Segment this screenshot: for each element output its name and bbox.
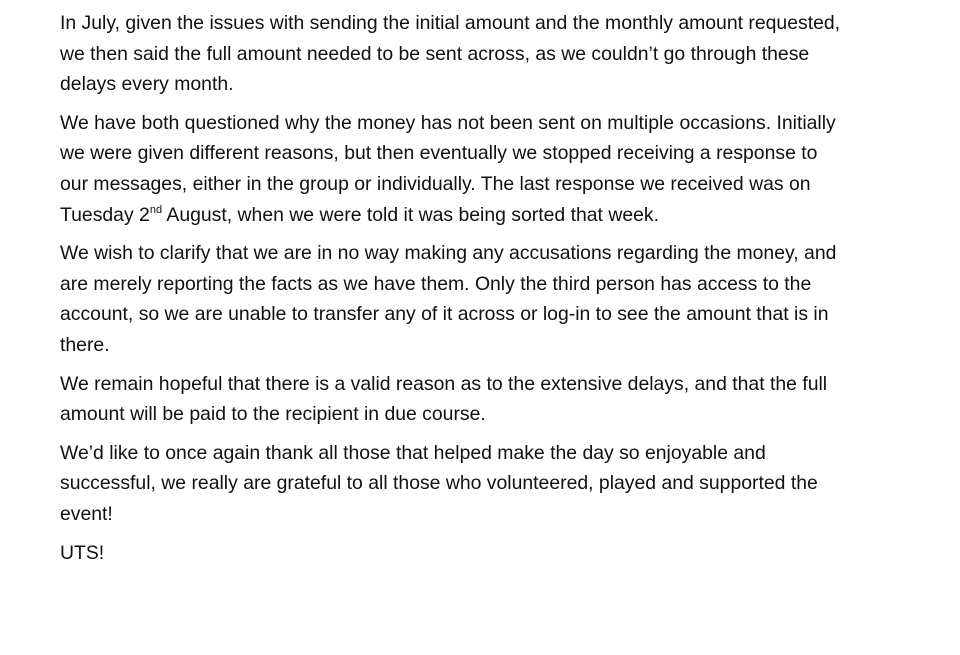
date-prefix: Tuesday 2 bbox=[60, 203, 150, 226]
text-line: We wish to clarify that we are in no way making any accusations regarding the money, and bbox=[60, 242, 837, 265]
text-line: event! bbox=[60, 502, 113, 525]
paragraph-questioned-money bbox=[60, 108, 940, 230]
paragraph-clarification bbox=[60, 238, 940, 360]
date-remainder: August, when we were told it was being sorted that week. bbox=[162, 203, 659, 226]
text-line: We remain hopeful that there is a valid reason as to the extensive delays, and that the full bbox=[60, 372, 828, 395]
text-line: In July, given the issues with sending the initial amount and the monthly amount requested, bbox=[60, 12, 841, 34]
signoff: UTS! bbox=[60, 541, 105, 564]
paragraph-july-request bbox=[60, 8, 940, 100]
paragraph-thanks bbox=[60, 438, 940, 530]
text-line: amount will be paid to the recipient in due course. bbox=[60, 403, 486, 426]
paragraph-hopeful bbox=[60, 369, 940, 430]
text-line: our messages, either in the group or individually. The last response we received was on bbox=[60, 172, 811, 195]
text-line: are merely reporting the facts as we have them. Only the third person has access to the bbox=[60, 272, 812, 295]
text-line: We’d like to once again thank all those that helped make the day so enjoyable and bbox=[60, 441, 766, 464]
text-line: delays every month. bbox=[60, 73, 234, 96]
text-line: we then said the full amount needed to be sent across, as we couldn’t go through these bbox=[60, 42, 810, 65]
text-line-with-date bbox=[60, 200, 940, 231]
text-line: we were given different reasons, but then eventually we stopped receiving a response to bbox=[60, 142, 818, 165]
text-line: We have both questioned why the money has not been sent on multiple occasions. Initially bbox=[60, 111, 836, 134]
ordinal-suffix: nd bbox=[149, 203, 163, 216]
text-line: successful, we really are grateful to all those who volunteered, played and supported the bbox=[60, 472, 818, 495]
text-line: account, so we are unable to transfer any of it across or log-in to see the amount that is in bbox=[60, 303, 829, 326]
text-line: there. bbox=[60, 333, 110, 356]
letter-body bbox=[60, 8, 940, 576]
